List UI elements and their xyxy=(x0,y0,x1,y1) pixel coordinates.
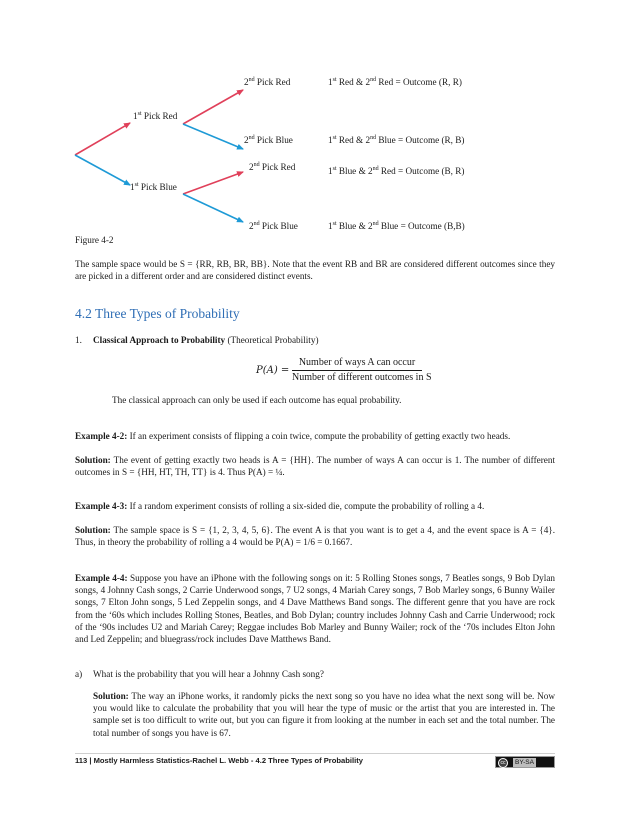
node-second-red-a: 2nd Pick Red xyxy=(244,77,291,87)
cc-license-badge[interactable] xyxy=(495,756,555,768)
formula-numerator: Number of ways A can occur xyxy=(292,356,422,371)
outcome-bb: 1st Blue & 2nd Blue = Outcome (B,B) xyxy=(328,221,465,231)
example-4-2-solution: Solution: The event of getting exactly two heads is A = {HH}. The number of ways A can occur is 1. The number of different outcomes in S = {HH, HT, TH, TT} is 4. Thus P(A) = ¼. xyxy=(75,455,555,478)
node-second-red-b: 2nd Pick Red xyxy=(249,162,296,172)
example-4-2: Example 4-2: If an experiment consists of flipping a coin twice, compute the probability of getting exactly two heads. xyxy=(75,431,511,441)
node-first-red: 1st Pick Red xyxy=(133,111,178,121)
branch-red-first xyxy=(75,123,130,155)
node-second-blue-a: 2nd Pick Blue xyxy=(244,135,293,145)
example-4-3-solution: Solution: The sample space is S = {1, 2, 3, 4, 5, 6}. The event A is that you want is to get a 4, and the event space is A = {4}. Thus, in theory the probability of rolling a 4 would be P(A) = 1/6 = 0.1667. xyxy=(75,525,555,548)
creative-commons-icon: cc xyxy=(498,758,508,768)
branch-red-red xyxy=(183,90,243,124)
branch-blue-first xyxy=(75,155,130,185)
branch-blue-red xyxy=(183,172,243,194)
part-a-solution: Solution: The way an iPhone works, it randomly picks the next song so you have no idea what the next song will be. Now you would like to calculate the probability that you will hear the type of music or the artist that you are interested in. The sample set is too difficult to write out, but you can figure it from looking at the number in each set and the total number. The total number of songs you have is 67. xyxy=(93,691,555,738)
formula-denominator: Number of different outcomes in S xyxy=(292,372,432,383)
page-footer: 113 | Mostly Harmless Statistics-Rachel L. Webb - 4.2 Three Types of Probability xyxy=(75,756,363,765)
example-4-4: Example 4-4: Suppose you have an iPhone with the following songs on it: 5 Rolling Stones songs, 7 Beatles songs, 9 Bob Dylan songs, 4 Johnny Cash songs, 2 Carrie Underwood songs, 7 U2 songs, 4 Mariah Carey songs, 7 Bob Marley songs, 6 Bunny Wailer songs, 7 Elton John songs, 5 Led Zeppelin songs, and 4 Dave Matthews Band songs. The different genre that you have are rock from the ‘60s which includes Rolling Stones, Beatles, and Bob Dylan; country includes Johnny Cash and Carrie Underwood; rock of the ‘90s includes U2 and Mariah Carey; Reggae includes Bob Marley and Bunny Wailer; rock of the ‘70s includes Elton John and Led Zeppelin; and bluegrass/rock includes Dave Matthews Band. xyxy=(75,573,555,645)
tree-diagram xyxy=(0,0,630,240)
part-a-question: What is the probability that you will hear a Johnny Cash song? xyxy=(93,669,324,679)
item1-number: 1. xyxy=(75,335,82,345)
branch-blue-blue xyxy=(183,194,243,222)
example-4-3: Example 4-3: If a random experiment consists of rolling a six-sided die, compute the probability of rolling a 4. xyxy=(75,501,485,511)
outcome-br: 1st Blue & 2nd Red = Outcome (B, R) xyxy=(328,166,465,176)
part-a-label: a) xyxy=(75,669,83,679)
classical-note: The classical approach can only be used if each outcome has equal probability. xyxy=(112,395,402,405)
figure-caption: Figure 4-2 xyxy=(75,235,114,245)
node-second-blue-b: 2nd Pick Blue xyxy=(249,221,298,231)
sample-space-paragraph: The sample space would be S = {RR, RB, BR, BB}. Note that the event RB and BR are considered different outcomes since they are picked in a different order and are considered distinct events. xyxy=(75,259,555,282)
outcome-rb: 1st Red & 2nd Blue = Outcome (R, B) xyxy=(328,135,465,145)
license-label: BY-SA xyxy=(515,759,534,766)
node-first-blue: 1st Pick Blue xyxy=(130,182,177,192)
outcome-rr: 1st Red & 2nd Red = Outcome (R, R) xyxy=(328,77,462,87)
item1-heading: Classical Approach to Probability (Theoretical Probability) xyxy=(93,335,319,345)
formula-lhs: P(A) = xyxy=(256,365,290,376)
section-title: 4.2 Three Types of Probability xyxy=(75,306,240,321)
footer-divider xyxy=(75,753,555,754)
branch-red-blue xyxy=(183,124,243,149)
